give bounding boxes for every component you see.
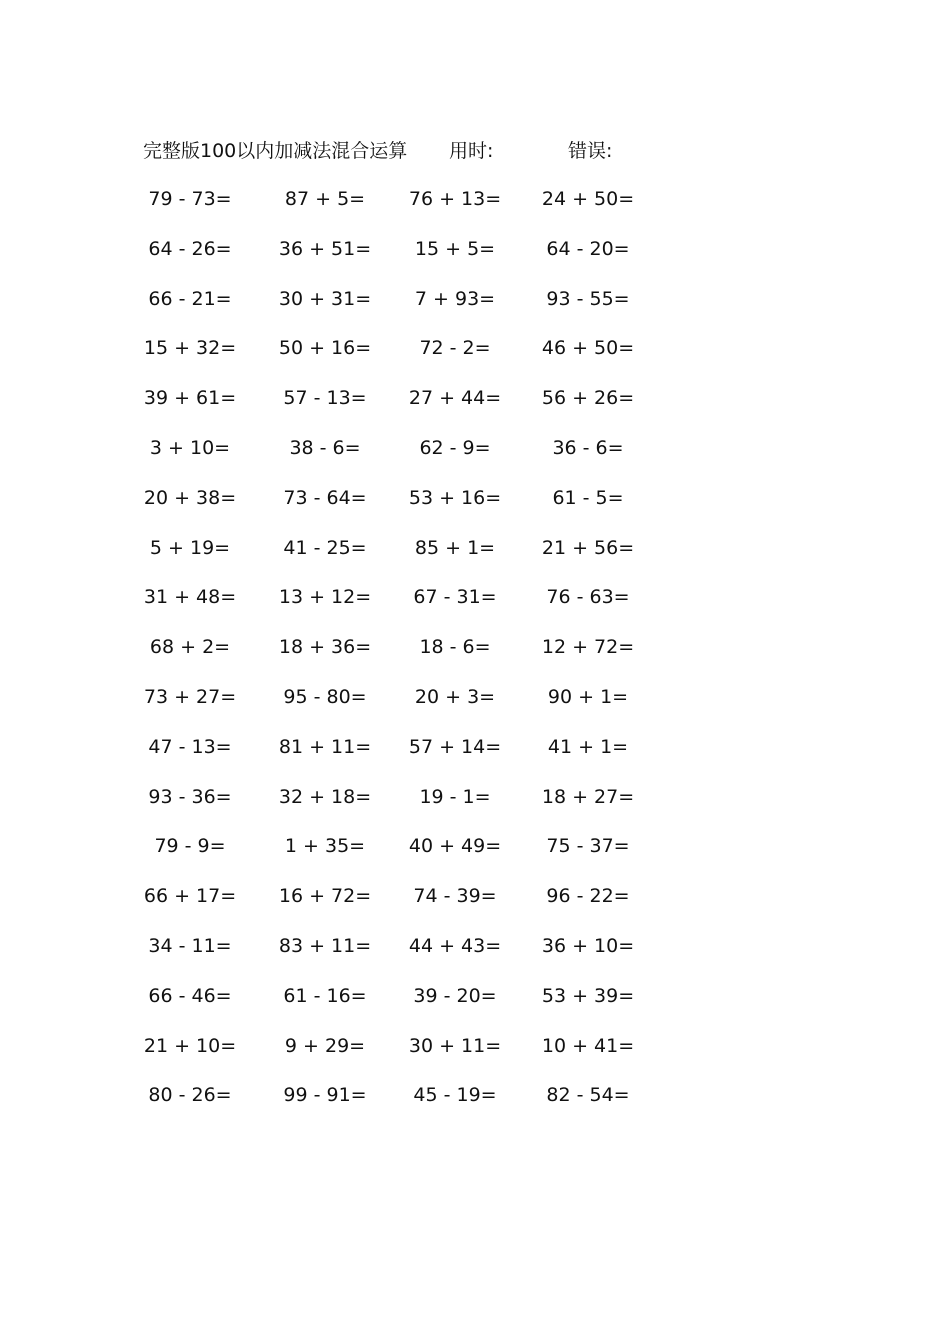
problem-item: 57 + 14= — [408, 735, 502, 758]
problem-item: 81 + 11= — [278, 735, 372, 758]
problem-item: 83 + 11= — [278, 934, 372, 957]
problem-item: 76 + 13= — [408, 188, 502, 210]
problem-row — [0, 982, 950, 1032]
problem-grid — [0, 185, 950, 1131]
problem-item: 66 + 17= — [143, 885, 237, 908]
problem-item: 79 - 73= — [148, 188, 232, 210]
problem-item: 18 + 36= — [278, 636, 372, 659]
problem-item: 56 + 26= — [541, 387, 635, 410]
problem-item: 18 - 6= — [419, 636, 491, 659]
problem-item: 44 + 43= — [408, 934, 502, 957]
problem-row — [0, 733, 950, 783]
problem-row — [0, 185, 950, 235]
problem-item: 75 - 37= — [546, 835, 630, 858]
problem-row — [0, 783, 950, 833]
problem-item: 64 - 20= — [546, 237, 630, 260]
problem-row — [0, 832, 950, 882]
problem-item: 90 + 1= — [547, 685, 629, 708]
problem-item: 15 + 32= — [143, 337, 237, 360]
problem-row — [0, 1032, 950, 1082]
problem-item: 39 + 61= — [143, 387, 237, 410]
problem-item: 40 + 49= — [408, 835, 502, 858]
problem-item: 30 + 31= — [278, 287, 372, 310]
problem-item: 45 - 19= — [413, 1084, 497, 1107]
problem-item: 53 + 39= — [541, 984, 635, 1007]
problem-item: 36 + 10= — [541, 934, 635, 957]
problem-row — [0, 384, 950, 434]
problem-item: 66 - 21= — [148, 287, 232, 310]
problem-item: 61 - 16= — [283, 984, 367, 1007]
problem-item: 47 - 13= — [148, 735, 232, 758]
worksheet-title: 完整版100以内加减法混合运算 — [143, 140, 408, 162]
problem-item: 95 - 80= — [283, 685, 367, 708]
problem-item: 93 - 55= — [546, 287, 630, 310]
problem-row — [0, 633, 950, 683]
problem-item: 67 - 31= — [413, 586, 497, 609]
problem-row — [0, 1081, 950, 1131]
problem-item: 66 - 46= — [148, 984, 232, 1007]
problem-item: 20 + 3= — [414, 685, 496, 708]
problem-item: 80 - 26= — [148, 1084, 232, 1107]
problem-item: 18 + 27= — [541, 785, 635, 808]
problem-item: 32 + 18= — [278, 785, 372, 808]
problem-item: 39 - 20= — [413, 984, 497, 1007]
problem-item: 72 - 2= — [419, 337, 491, 360]
problem-item: 10 + 41= — [541, 1034, 635, 1057]
problem-item: 27 + 44= — [408, 387, 502, 410]
problem-row — [0, 534, 950, 584]
problem-row — [0, 285, 950, 335]
problem-item: 87 + 5= — [284, 188, 366, 210]
problem-item: 31 + 48= — [143, 586, 237, 609]
problem-item: 73 - 64= — [283, 486, 367, 509]
problem-item: 41 - 25= — [283, 536, 367, 559]
problem-item: 24 + 50= — [541, 188, 635, 210]
problem-item: 73 + 27= — [143, 685, 237, 708]
problem-item: 68 + 2= — [149, 636, 231, 659]
problem-item: 41 + 1= — [547, 735, 629, 758]
problem-item: 74 - 39= — [413, 885, 497, 908]
problem-item: 21 + 10= — [143, 1034, 237, 1057]
problem-row — [0, 235, 950, 285]
problem-item: 34 - 11= — [148, 934, 232, 957]
problem-item: 62 - 9= — [419, 436, 491, 459]
problem-item: 46 + 50= — [541, 337, 635, 360]
problem-item: 15 + 5= — [414, 237, 496, 260]
problem-item: 1 + 35= — [284, 835, 366, 858]
problem-item: 79 - 9= — [154, 835, 226, 858]
worksheet-header — [0, 136, 950, 166]
problem-item: 36 - 6= — [552, 436, 624, 459]
problem-item: 96 - 22= — [546, 885, 630, 908]
problem-item: 30 + 11= — [408, 1034, 502, 1057]
problem-item: 76 - 63= — [546, 586, 630, 609]
problem-item: 5 + 19= — [149, 536, 231, 559]
problem-item: 57 - 13= — [283, 387, 367, 410]
time-label: 用时: — [449, 140, 494, 162]
problem-item: 64 - 26= — [148, 237, 232, 260]
problem-row — [0, 882, 950, 932]
problem-item: 36 + 51= — [278, 237, 372, 260]
problem-item: 38 - 6= — [289, 436, 361, 459]
problem-item: 19 - 1= — [419, 785, 491, 808]
problem-item: 93 - 36= — [148, 785, 232, 808]
problem-item: 82 - 54= — [546, 1084, 630, 1107]
problem-item: 9 + 29= — [284, 1034, 366, 1057]
problem-row — [0, 334, 950, 384]
problem-item: 3 + 10= — [149, 436, 231, 459]
problem-item: 20 + 38= — [143, 486, 237, 509]
problem-row — [0, 484, 950, 534]
problem-row — [0, 434, 950, 484]
problem-row — [0, 932, 950, 982]
problem-item: 61 - 5= — [552, 486, 624, 509]
problem-item: 12 + 72= — [541, 636, 635, 659]
problem-item: 53 + 16= — [408, 486, 502, 509]
problem-item: 85 + 1= — [414, 536, 496, 559]
problem-item: 7 + 93= — [414, 287, 496, 310]
problem-item: 16 + 72= — [278, 885, 372, 908]
problem-item: 13 + 12= — [278, 586, 372, 609]
problem-row — [0, 683, 950, 733]
problem-item: 21 + 56= — [541, 536, 635, 559]
problem-item: 50 + 16= — [278, 337, 372, 360]
problem-item: 99 - 91= — [283, 1084, 367, 1107]
problem-row — [0, 583, 950, 633]
error-label: 错误: — [568, 140, 613, 162]
